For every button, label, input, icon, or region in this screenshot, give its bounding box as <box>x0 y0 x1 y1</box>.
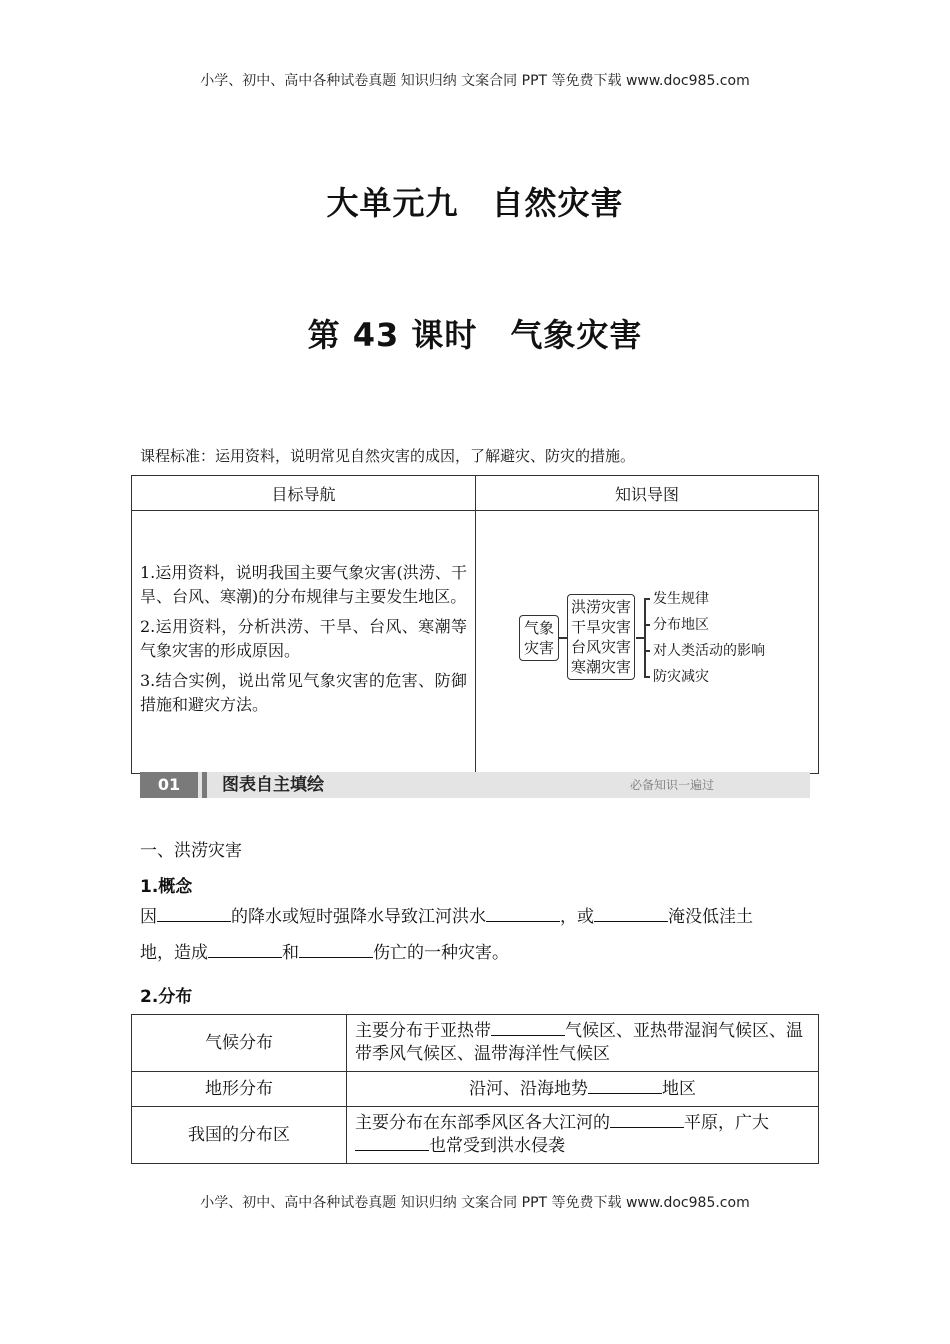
cell-text: 气候区、亚热带湿润气候区、温带季风气候区、温带海洋性气候区 <box>355 1021 803 1064</box>
terrain-cell <box>347 1072 819 1107</box>
unit-title: 大单元九 自然灾害 <box>326 184 624 222</box>
mindmap-bracket <box>644 598 646 676</box>
goal-col-header: 目标导航 <box>132 476 476 511</box>
concept-paragraph <box>140 899 812 971</box>
course-standard: 课程标准：运用资料，说明常见自然灾害的成因，了解避灾、防灾的措施。 <box>140 447 636 465</box>
fill-blank[interactable] <box>355 1149 429 1151</box>
mindmap-col-header: 知识导图 <box>476 476 819 511</box>
cell-text: 平原，广大 <box>684 1113 769 1133</box>
mindmap-aspect: 防灾减灾 <box>653 669 709 685</box>
goal-table <box>131 475 819 774</box>
fill-blank[interactable] <box>594 920 668 922</box>
mindmap-aspect: 分布地区 <box>653 617 709 633</box>
fill-blank[interactable] <box>588 1092 662 1094</box>
cell-text: 地区 <box>662 1078 696 1099</box>
fill-blank[interactable] <box>610 1126 684 1128</box>
cell-text: 沿河、沿海地势 <box>469 1078 588 1099</box>
fill-blank[interactable] <box>299 956 373 958</box>
concept-text: ，或 <box>560 907 594 927</box>
goal-item: 2.运用资料，分析洪涝、干旱、台风、寒潮等气象灾害的形成原因。 <box>140 617 467 660</box>
mindmap-root <box>519 615 559 661</box>
banner-title: 图表自主填绘 <box>222 775 324 795</box>
banner-number: 01 <box>140 772 198 798</box>
mindmap-type: 寒潮灾害 <box>570 658 631 676</box>
mindmap-root-line: 灾害 <box>523 639 554 657</box>
mindmap-aspect: 对人类活动的影响 <box>653 643 765 659</box>
cell-text: 主要分布于亚热带 <box>355 1021 491 1041</box>
lesson-title: 第 43 课时 气象灾害 <box>307 316 643 354</box>
concept-text: 因 <box>140 907 157 927</box>
fill-blank[interactable] <box>208 956 282 958</box>
cell-text: 也常受到洪水侵袭 <box>429 1136 565 1156</box>
section-heading: 一、洪涝灾害 <box>140 841 242 861</box>
distribution-heading: 2.分布 <box>140 987 193 1007</box>
cell-text: 主要分布在东部季风区各大江河的 <box>355 1113 610 1133</box>
concept-heading: 1.概念 <box>140 877 193 897</box>
mindmap-connector <box>644 650 650 652</box>
section-banner <box>140 772 810 798</box>
concept-text: 和 <box>282 943 299 963</box>
mindmap-connector <box>644 676 650 678</box>
mindmap-type: 台风灾害 <box>570 638 631 656</box>
fill-blank[interactable] <box>157 920 231 922</box>
mindmap-type: 干旱灾害 <box>570 618 631 636</box>
mindmap-type: 洪涝灾害 <box>570 598 631 616</box>
goal-item: 1.运用资料，说明我国主要气象灾害(洪涝、干旱、台风、寒潮)的分布规律与主要发生地区。 <box>140 563 467 606</box>
concept-text: 的降水或短时强降水导致江河洪水 <box>231 907 486 927</box>
goals-cell <box>132 511 476 774</box>
china-cell <box>347 1107 819 1164</box>
china-label: 我国的分布区 <box>132 1107 347 1164</box>
goal-item: 3.结合实例，说出常见气象灾害的危害、防御措施和避灾方法。 <box>140 671 467 714</box>
concept-text: 淹没低洼土 <box>668 907 753 927</box>
climate-cell <box>347 1015 819 1072</box>
mindmap-connector <box>644 598 650 600</box>
fill-blank[interactable] <box>491 1034 565 1036</box>
page-footer: 小学、初中、高中各种试卷真题 知识归纳 文案合同 PPT 等免费下载 www.doc985.com <box>200 1195 750 1211</box>
page-header: 小学、初中、高中各种试卷真题 知识归纳 文案合同 PPT 等免费下载 www.doc985.com <box>200 73 750 89</box>
mindmap-cell <box>476 511 819 774</box>
banner-divider <box>202 772 207 798</box>
concept-text: 地，造成 <box>140 943 208 963</box>
mindmap-connector <box>644 624 650 626</box>
mindmap-connector <box>636 637 644 639</box>
mindmap-aspect: 发生规律 <box>653 591 709 607</box>
banner-subtitle: 必备知识一遍过 <box>629 778 714 792</box>
fill-blank[interactable] <box>486 920 560 922</box>
climate-label: 气候分布 <box>132 1015 347 1072</box>
terrain-label: 地形分布 <box>132 1072 347 1107</box>
mindmap-types <box>567 594 635 680</box>
mindmap-root-line: 气象 <box>523 619 554 637</box>
distribution-table <box>131 1014 819 1164</box>
mindmap <box>477 512 817 772</box>
concept-text: 伤亡的一种灾害。 <box>373 943 509 963</box>
